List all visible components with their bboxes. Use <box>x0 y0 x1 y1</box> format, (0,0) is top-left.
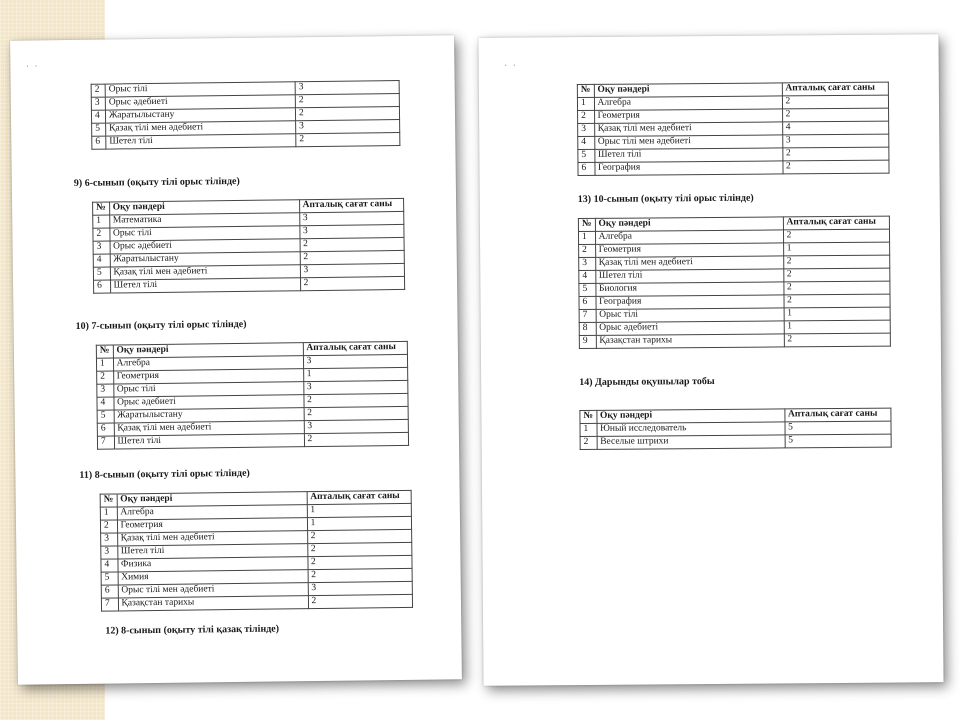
subject-cell: Химия <box>118 570 308 585</box>
subject-cell: Шетел тілі <box>595 269 783 283</box>
table-row <box>578 160 889 175</box>
subject-cell: Орыс әдебиеті <box>596 321 784 335</box>
hours-cell: 4 <box>782 121 888 135</box>
left-bottom-section <box>105 623 279 636</box>
hours-cell: 2 <box>304 432 408 446</box>
section-title: 13) 10-сынып (оқыту тілі орыс тілінде) <box>577 192 754 206</box>
subject-cell: Орыс әдебиеті <box>105 95 295 110</box>
header-no-cell: № <box>93 202 110 215</box>
row-number-cell: 2 <box>580 436 597 449</box>
left-table-0 <box>92 198 405 294</box>
row-number-cell: 6 <box>578 162 595 175</box>
left-section-2 <box>79 466 412 612</box>
row-number-cell: 6 <box>94 280 111 293</box>
hours-cell: 3 <box>300 263 404 277</box>
row-number-cell: 6 <box>97 423 114 436</box>
hours-cell: 1 <box>784 307 890 321</box>
row-number-cell: 3 <box>101 533 118 546</box>
row-number-cell: 6 <box>579 296 596 309</box>
subject-cell: Жаратылыстану <box>105 108 295 123</box>
subject-cell: Жаратылыстану <box>110 252 300 267</box>
hours-cell: 3 <box>782 134 888 148</box>
hours-cell: 2 <box>783 268 889 282</box>
section-title: 11) 8-сынып (оқыту тілі орыс тілінде) <box>79 467 250 481</box>
subject-cell: Орыс тілі <box>596 308 784 322</box>
subject-cell: Қазақ тілі мен әдебиеті <box>595 256 783 270</box>
table-row <box>97 432 408 449</box>
row-number-cell: 5 <box>101 572 118 585</box>
left-top-table-block <box>91 80 401 150</box>
header-subject-cell: Оқу пәндері <box>595 217 783 231</box>
subject-cell: Қазақ тілі мен әдебиеті <box>117 531 307 546</box>
section-title: 12) 8-сынып (оқыту тілі қазақ тілінде) <box>105 623 280 637</box>
subject-cell: Орыс тілі <box>113 382 303 397</box>
left-section-0 <box>74 174 405 294</box>
row-number-cell: 2 <box>578 110 595 123</box>
subject-cell: Қазақ тілі мен әдебиеті <box>110 265 300 280</box>
subject-cell: Математика <box>109 213 299 228</box>
subject-cell: Алгебра <box>594 96 782 110</box>
right-table-0 <box>578 216 891 349</box>
hours-cell: 3 <box>295 80 399 94</box>
row-number-cell: 2 <box>579 244 596 257</box>
subject-cell: Геометрия <box>594 109 782 123</box>
row-number-cell: 3 <box>579 257 596 270</box>
row-number-cell: 4 <box>97 397 114 410</box>
hours-cell: 3 <box>296 119 400 133</box>
right-top-table-block <box>577 82 889 176</box>
hours-cell: 2 <box>308 568 412 582</box>
subject-cell: Орыс тілі <box>105 82 295 97</box>
hours-cell: 5 <box>785 421 891 435</box>
hours-cell: 2 <box>782 147 888 161</box>
hours-cell: 2 <box>300 237 404 251</box>
row-number-cell: 7 <box>101 598 118 611</box>
header-hours-cell: Апталық сағат саны <box>784 408 890 422</box>
row-number-cell: 2 <box>97 371 114 384</box>
subject-cell: Шетел тілі <box>106 134 296 149</box>
row-number-cell: 3 <box>93 241 110 254</box>
row-number-cell: 1 <box>580 423 597 436</box>
hours-cell: 2 <box>300 276 404 290</box>
row-number-cell: 1 <box>100 507 117 520</box>
left-top-table <box>91 80 401 150</box>
header-subject-cell: Оқу пәндері <box>117 492 307 507</box>
subject-cell: Қазақстан тарихы <box>596 334 784 348</box>
hours-cell: 2 <box>783 229 889 243</box>
row-number-cell: 2 <box>93 228 110 241</box>
row-number-cell: 3 <box>578 123 595 136</box>
table-row <box>579 333 890 348</box>
row-number-cell: 4 <box>101 559 118 572</box>
hours-cell: 2 <box>304 406 408 420</box>
row-number-cell: 3 <box>101 546 118 559</box>
subject-cell: Қазақ тілі мен әдебиеті <box>594 122 782 136</box>
row-number-cell: 8 <box>579 322 596 335</box>
subject-cell: Шетел тілі <box>114 434 304 449</box>
row-number-cell: 7 <box>579 309 596 322</box>
hours-cell: 2 <box>782 108 888 122</box>
hours-cell: 2 <box>783 281 889 295</box>
right-section-0 <box>578 192 891 349</box>
section-title: 9) 6-сынып (оқыту тілі орыс тілінде) <box>73 175 240 189</box>
row-number-cell: 1 <box>578 231 595 244</box>
right-top-table <box>577 82 889 176</box>
hours-cell: 2 <box>303 393 407 407</box>
hours-cell: 1 <box>303 367 407 381</box>
hours-cell: 1 <box>307 503 411 517</box>
hours-cell: 2 <box>307 529 411 543</box>
hours-cell: 2 <box>783 255 889 269</box>
header-hours-cell: Апталық сағат саны <box>303 341 407 355</box>
header-subject-cell: Оқу пәндері <box>109 200 299 215</box>
row-number-cell: 4 <box>578 136 595 149</box>
page-mark: . . <box>26 58 40 69</box>
subject-cell: Геометрия <box>595 243 783 257</box>
hours-cell: 5 <box>785 434 891 448</box>
row-number-cell: 1 <box>577 97 594 110</box>
hours-cell: 2 <box>782 95 888 109</box>
hours-cell: 2 <box>782 160 888 174</box>
left-table-2 <box>100 490 413 612</box>
header-no-cell: № <box>580 410 597 423</box>
left-table-1 <box>96 341 409 450</box>
hours-cell: 1 <box>307 516 411 530</box>
subject-cell: Геометрия <box>113 369 303 384</box>
subject-cell: Орыс тілі <box>109 226 299 241</box>
header-subject-cell: Оқу пәндері <box>113 343 303 358</box>
header-subject-cell: Оқу пәндері <box>594 83 782 97</box>
hours-cell: 2 <box>307 555 411 569</box>
hours-cell: 3 <box>304 419 408 433</box>
section-title: 10) 7-сынып (оқыту тілі орыс тілінде) <box>75 318 247 332</box>
row-number-cell: 5 <box>92 123 106 136</box>
subject-cell: Алгебра <box>595 230 783 244</box>
subject-cell: География <box>594 161 782 175</box>
header-hours-cell: Апталық сағат саны <box>782 82 888 96</box>
header-no-cell: № <box>577 84 594 97</box>
hours-cell: 1 <box>784 320 890 334</box>
subject-cell: Жаратылыстану <box>114 408 304 423</box>
header-hours-cell: Апталық сағат саны <box>307 490 411 504</box>
row-number-cell: 1 <box>93 215 110 228</box>
hours-cell: 2 <box>296 132 400 146</box>
hours-cell: 3 <box>303 380 407 394</box>
row-number-cell: 4 <box>93 254 110 267</box>
subject-cell: Орыс әдебиеті <box>110 239 300 254</box>
row-number-cell: 2 <box>91 84 105 97</box>
right-section-1 <box>579 375 891 450</box>
subject-cell: Физика <box>117 557 307 572</box>
subject-cell: Орыс тілі мен әдебиеті <box>118 583 308 598</box>
row-number-cell: 3 <box>91 97 105 110</box>
header-subject-cell: Оқу пәндері <box>596 409 784 423</box>
subject-cell: Веселые штрихи <box>597 435 785 449</box>
document-page-left <box>10 35 462 684</box>
subject-cell: Юный исследователь <box>597 422 785 436</box>
subject-cell: Қазақ тілі мен әдебиеті <box>114 421 304 436</box>
header-no-cell: № <box>578 218 595 231</box>
header-hours-cell: Апталық сағат саны <box>299 198 403 212</box>
header-no-cell: № <box>100 494 117 507</box>
document-page-right <box>478 34 943 686</box>
hours-cell: 3 <box>299 211 403 225</box>
row-number-cell: 3 <box>97 384 114 397</box>
row-number-cell: 7 <box>97 436 114 449</box>
row-number-cell: 6 <box>92 136 106 149</box>
subject-cell: Алгебра <box>117 505 307 520</box>
row-number-cell: 1 <box>96 358 113 371</box>
subject-cell: Шетел тілі <box>594 148 782 162</box>
subject-cell: География <box>596 295 784 309</box>
hours-cell: 2 <box>300 250 404 264</box>
hours-cell: 3 <box>308 581 412 595</box>
table-row <box>101 594 412 611</box>
left-section-1 <box>76 317 409 450</box>
hours-cell: 1 <box>783 242 889 256</box>
row-number-cell: 4 <box>579 270 596 283</box>
row-number-cell: 9 <box>579 335 596 348</box>
subject-cell: Шетел тілі <box>117 544 307 559</box>
page-mark: . . <box>504 57 518 68</box>
table-row <box>92 132 400 149</box>
subject-cell: Алгебра <box>113 356 303 371</box>
row-number-cell: 4 <box>91 110 105 123</box>
right-table-1 <box>579 408 891 450</box>
row-number-cell: 2 <box>100 520 117 533</box>
subject-cell: Геометрия <box>117 518 307 533</box>
header-hours-cell: Апталық сағат саны <box>783 216 889 230</box>
hours-cell: 3 <box>303 354 407 368</box>
subject-cell: Орыс әдебиеті <box>113 395 303 410</box>
hours-cell: 2 <box>295 93 399 107</box>
subject-cell: Қазақ тілі мен әдебиеті <box>106 121 296 136</box>
row-number-cell: 5 <box>578 149 595 162</box>
subject-cell: Қазақстан тарихы <box>118 596 308 611</box>
table-row <box>94 276 405 293</box>
table-row <box>580 434 891 449</box>
header-no-cell: № <box>96 345 113 358</box>
row-number-cell: 5 <box>97 410 114 423</box>
subject-cell: Орыс тілі мен әдебиеті <box>594 135 782 149</box>
row-number-cell: 5 <box>93 267 110 280</box>
section-title: 14) Дарынды оқушылар тобы <box>579 375 715 389</box>
row-number-cell: 6 <box>101 585 118 598</box>
hours-cell: 2 <box>307 542 411 556</box>
hours-cell: 2 <box>784 294 890 308</box>
hours-cell: 2 <box>295 106 399 120</box>
hours-cell: 2 <box>308 594 412 608</box>
row-number-cell: 5 <box>579 283 596 296</box>
hours-cell: 2 <box>784 333 890 347</box>
hours-cell: 3 <box>299 224 403 238</box>
subject-cell: Биология <box>595 282 783 296</box>
subject-cell: Шетел тілі <box>110 278 300 293</box>
